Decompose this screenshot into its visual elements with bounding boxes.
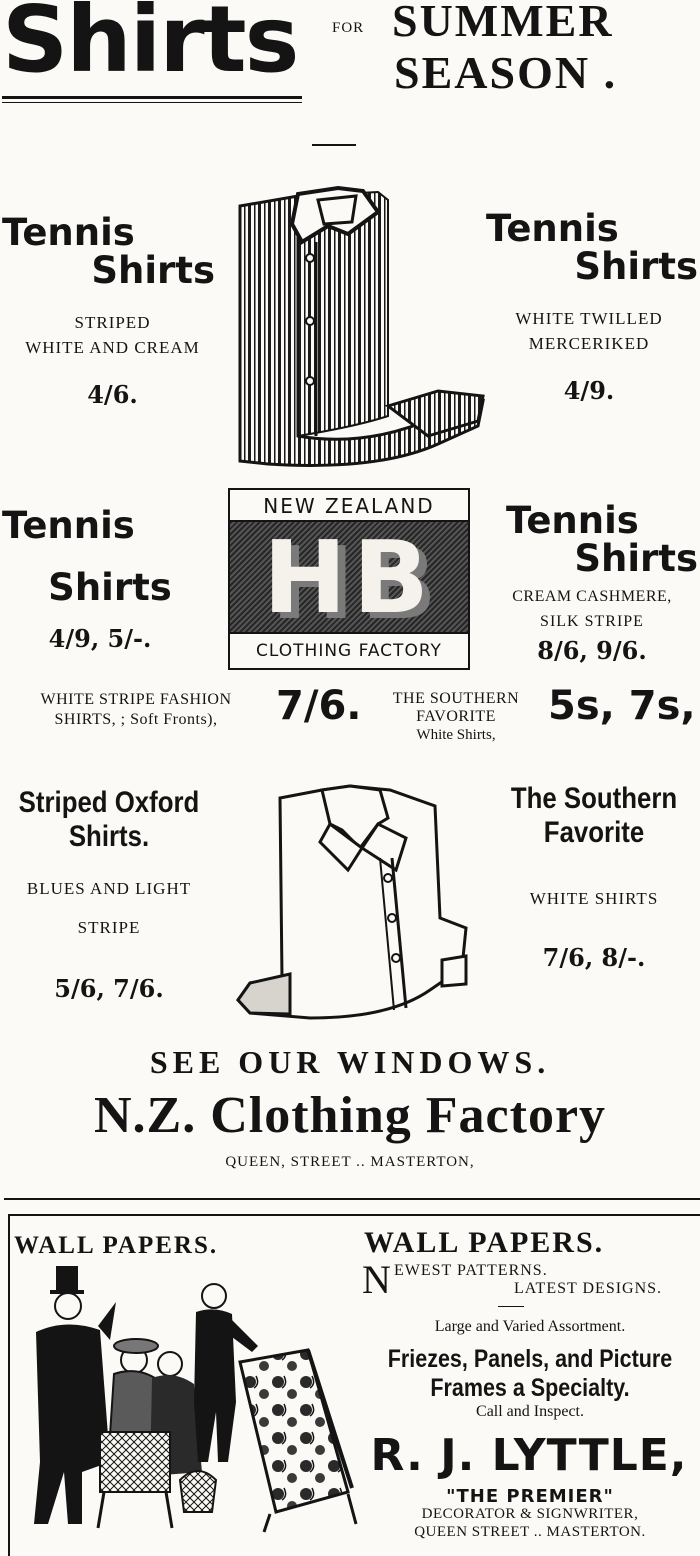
headline-season: SEASON . — [394, 47, 618, 98]
row1-left-line2: WHITE AND CREAM — [25, 338, 200, 357]
row3-left-line1: BLUES AND LIGHT — [26, 879, 192, 898]
friezes-line2: Frames a Specialty. — [430, 1374, 630, 1402]
decorator-line: DECORATOR & SIGNWRITER, — [421, 1506, 639, 1522]
row1-right-title1: Tennis — [486, 207, 619, 250]
row2-right-title1: Tennis — [506, 499, 639, 542]
row2-right-block — [484, 499, 700, 665]
hb-logo-panel — [230, 519, 468, 636]
strip-left-price: 7/6. — [276, 683, 362, 729]
row1-right-price: 4/9. — [563, 376, 615, 405]
strip-mid-line2: FAVORITE — [416, 708, 496, 725]
hb-logo-bottom: CLOTHING FACTORY — [230, 632, 468, 666]
row1-right-line1: WHITE TWILLED — [515, 309, 663, 328]
newest-patterns — [362, 1257, 698, 1302]
row1-right-block — [478, 207, 700, 405]
row3-left-block — [0, 786, 218, 1003]
wallpaper-scene-illustration — [18, 1262, 362, 1538]
row3-right-line1: WHITE SHIRTS — [529, 889, 659, 908]
row1-right-title2: Shirts — [574, 245, 698, 288]
headline-for: FOR — [332, 20, 365, 36]
the-premier: "THE PREMIER" — [446, 1486, 614, 1507]
row2-left-title1: Tennis — [2, 504, 135, 547]
friezes-line1: Friezes, Panels, and Picture — [387, 1345, 673, 1373]
company-name: N.Z. Clothing Factory — [93, 1087, 607, 1144]
header-short-rule — [312, 144, 356, 146]
headline-shirts: Shirts — [2, 0, 298, 93]
row2-right-title2: Shirts — [574, 537, 698, 580]
row3-left-price: 5/6, 7/6. — [54, 974, 164, 1003]
row3-right-price: 7/6, 8/-. — [542, 943, 646, 972]
row1-left-line1: STRIPED — [74, 313, 151, 332]
row2-right-line2: SILK STRIPE — [540, 613, 644, 630]
strip-left-line2: SHIRTS, ; Soft Fronts), — [54, 711, 218, 728]
assortment: Large and Varied Assortment. — [434, 1318, 626, 1335]
row1-left-title2: Shirts — [91, 249, 215, 292]
strip-left-text — [0, 690, 272, 730]
strip-mid-line1: THE SOUTHERN — [392, 690, 520, 707]
wallpaper-left-heading: WALL PAPERS. — [14, 1232, 219, 1259]
header-rule-2 — [2, 102, 302, 103]
section-rule — [4, 1198, 700, 1200]
wallpaper-right-heading: WALL PAPERS. — [364, 1226, 605, 1259]
row3-right-title1: The Southern — [510, 782, 678, 815]
strip-mid-line3: White Shirts, — [416, 727, 496, 743]
row1-left-title1: Tennis — [2, 211, 135, 254]
row2-right-price: 8/6, 9/6. — [537, 636, 647, 665]
row3-right-title2: Favorite — [543, 816, 645, 849]
row3-left-line2: STRIPE — [77, 918, 141, 937]
hb-logo-top: NEW ZEALAND — [230, 490, 468, 522]
latest-designs: LATEST DESIGNS. — [514, 1280, 663, 1297]
row1-left-price: 4/6. — [87, 380, 138, 409]
header-rule-1 — [2, 96, 302, 99]
strip-right-price: 5s, 7s, — [548, 684, 696, 728]
row1-left-block — [0, 211, 225, 409]
see-our-windows: SEE OUR WINDOWS. — [149, 1044, 551, 1080]
row3-left-title2: Shirts. — [68, 820, 150, 853]
lyttle-address: QUEEN STREET .. MASTERTON. — [414, 1524, 646, 1540]
company-address: QUEEN, STREET .. MASTERTON, — [225, 1154, 475, 1170]
white-shirt-illustration — [230, 778, 486, 1040]
row2-right-line1: CREAM CASHMERE, — [512, 588, 672, 605]
strip-left-line1: WHITE STRIPE FASHION — [40, 691, 232, 708]
row3-left-title1: Striped Oxford — [18, 786, 200, 819]
call-and-inspect: Call and Inspect. — [476, 1403, 584, 1420]
newest-initial: N — [362, 1257, 391, 1302]
hb-logo-letters: HB — [263, 519, 435, 636]
hb-logo — [228, 488, 470, 670]
strip-mid-text — [370, 690, 542, 744]
striped-shirt-illustration — [228, 186, 490, 476]
lyttle-name: R. J. LYTTLE, — [370, 1430, 688, 1481]
row2-left-block — [0, 506, 200, 653]
headline-summer: SUMMER — [392, 0, 614, 46]
row3-right-block — [488, 782, 700, 972]
row2-left-title2: Shirts — [48, 566, 172, 609]
row1-right-line2: MERCERIKED — [528, 334, 650, 353]
newest-rest: EWEST PATTERNS. — [394, 1262, 548, 1279]
row2-left-price: 4/9, 5/-. — [48, 624, 152, 653]
wallpaper-dash — [498, 1306, 524, 1307]
